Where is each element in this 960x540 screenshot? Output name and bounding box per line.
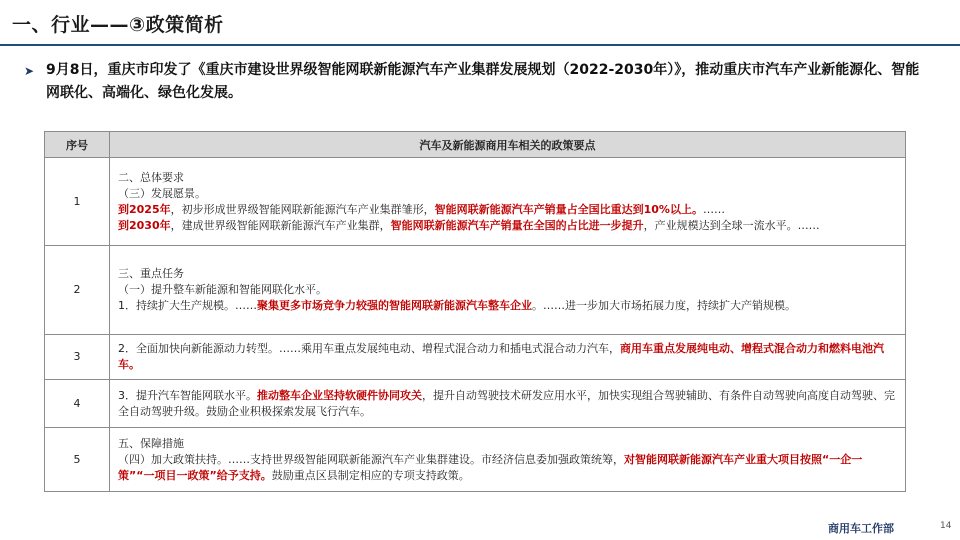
body-text: （四）加大政策扶持。……支持世界级智能网联新能源汽车产业集群建设。市经济信息委加强政策统筹， bbox=[118, 452, 624, 466]
highlight-text: 到2025年 bbox=[118, 202, 171, 216]
body-text: ，产业规模达到全球一流水平。…… bbox=[643, 218, 820, 232]
row-content bbox=[110, 380, 906, 428]
body-text: ，初步形成世界级智能网联新能源汽车产业集群雏形， bbox=[170, 202, 435, 216]
subsection-heading: （一）提升整车新能源和智能网联化水平。 bbox=[118, 283, 327, 296]
table-header-row bbox=[45, 132, 906, 158]
body-text: ，提升自动驾驶技术研发应用水平，加快实现组合驾驶辅助、有条件自动驾驶向高度自动驾驶、完全自动驾驶升级。鼓励企业积极探索发展飞行汽车。 bbox=[118, 388, 895, 418]
highlight-text: 智能网联新能源汽车产销量占全国比重达到10%以上。 bbox=[434, 202, 703, 216]
highlight-text: 对智能网联新能源汽车产业重大项目按照“一企一策”“一项目一政策”给予支持。 bbox=[118, 452, 863, 482]
table-row bbox=[45, 246, 906, 335]
arrow-bullet-icon: ➤ bbox=[24, 64, 35, 78]
section-heading: 二、总体要求 bbox=[118, 170, 184, 184]
row-content bbox=[110, 246, 906, 335]
paragraph bbox=[118, 341, 895, 373]
body-text: ，建成世界级智能网联新能源汽车产业集群， bbox=[170, 218, 391, 232]
body-text: 鼓励重点区县制定相应的专项支持政策。 bbox=[271, 468, 470, 482]
header-policy-points: 汽车及新能源商用车相关的政策要点 bbox=[110, 132, 906, 158]
page-number: 14 bbox=[940, 521, 952, 531]
body-text: 2．全面加快向新能源动力转型。……乘用车重点发展纯电动、增程式混合动力和插电式混合动力汽车， bbox=[118, 342, 620, 355]
footer-department: 商用车工作部 bbox=[828, 522, 894, 535]
paragraph bbox=[118, 388, 895, 420]
body-text: 。……进一步加大市场拓展力度，持续扩大产销规模。 bbox=[532, 299, 796, 312]
row-content bbox=[110, 335, 906, 380]
body-text: 1．持续扩大生产规模。…… bbox=[118, 299, 257, 312]
section-heading: 五、保障措施 bbox=[118, 436, 184, 450]
paragraph bbox=[118, 218, 895, 234]
intro-bullet bbox=[24, 59, 924, 105]
section-heading: 三、重点任务 bbox=[118, 267, 184, 280]
body-text: 3．提升汽车智能网联水平。 bbox=[118, 388, 257, 402]
highlight-text: 智能网联新能源汽车产销量在全国的占比进一步提升 bbox=[390, 218, 644, 232]
paragraph bbox=[118, 298, 895, 314]
header-number: 序号 bbox=[45, 132, 110, 158]
table-row bbox=[45, 158, 906, 246]
body-text: …… bbox=[702, 202, 725, 216]
highlight-text: 商用车重点发展纯电动、增程式混合动力和燃料电池汽车。 bbox=[118, 342, 884, 371]
highlight-text: 聚集更多市场竞争力较强的智能网联新能源汽车整车企业 bbox=[257, 299, 532, 312]
row-number: 3 bbox=[45, 335, 110, 380]
intro-text: 9月8日，重庆市印发了《重庆市建设世界级智能网联新能源汽车产业集群发展规划（2022-2030年）》，推动重庆市汽车产业新能源化、智能网联化、高端化、绿色化发展。 bbox=[46, 62, 920, 101]
title-divider bbox=[0, 44, 960, 46]
subsection-heading: （三）发展愿景。 bbox=[118, 186, 206, 200]
row-number: 5 bbox=[45, 428, 110, 492]
paragraph bbox=[118, 202, 895, 218]
policy-table bbox=[44, 131, 906, 492]
row-content bbox=[110, 428, 906, 492]
row-number: 4 bbox=[45, 380, 110, 428]
highlight-text: 推动整车企业坚持软硬件协同攻关 bbox=[257, 388, 422, 402]
paragraph bbox=[118, 452, 895, 484]
page-title: 一、行业——③政策简析 bbox=[12, 14, 224, 36]
table-row bbox=[45, 335, 906, 380]
highlight-text: 到2030年 bbox=[118, 218, 171, 232]
table-row bbox=[45, 428, 906, 492]
table-row bbox=[45, 380, 906, 428]
row-content bbox=[110, 158, 906, 246]
row-number: 1 bbox=[45, 158, 110, 246]
row-number: 2 bbox=[45, 246, 110, 335]
